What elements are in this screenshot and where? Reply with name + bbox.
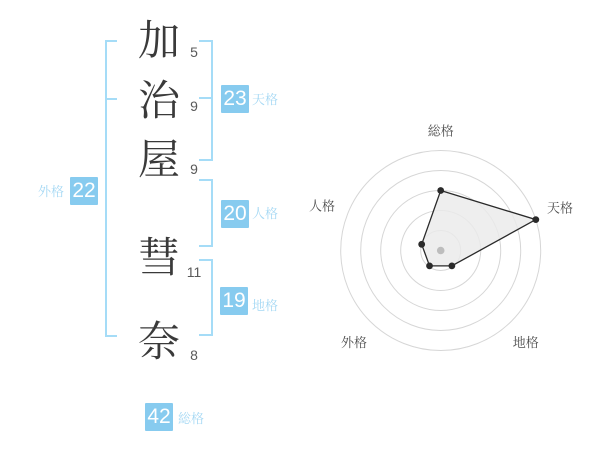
gaikaku-label: 外格 [38, 184, 65, 199]
name-character: 加 [137, 17, 180, 64]
tenkaku-value-box: 23 [221, 85, 249, 113]
gaikaku-bracket [105, 40, 107, 337]
chikaku-bracket-tick [199, 259, 211, 261]
chikaku-bracket [211, 259, 213, 336]
chikaku-label: 地格 [252, 298, 279, 313]
tenkaku-bracket [211, 40, 213, 161]
jinkaku-value-box: 20 [221, 200, 249, 228]
gaikaku-bracket-tick [105, 98, 117, 100]
jinkaku-label: 人格 [252, 206, 279, 221]
soukaku-value-box: 42 [145, 403, 173, 431]
stroke-count: 8 [190, 347, 198, 363]
gaikaku-bracket-tick [105, 335, 117, 337]
radar-data-point [448, 262, 455, 269]
gaikaku-value-box: 22 [70, 177, 98, 205]
radar-data-point [426, 262, 433, 269]
stroke-count: 5 [190, 44, 198, 60]
stroke-count: 11 [186, 264, 202, 280]
radar-chart [300, 110, 580, 390]
gaikaku-bracket-tick [105, 40, 117, 42]
tenkaku-bracket-tick [199, 159, 211, 161]
radar-data-polygon [422, 191, 536, 266]
radar-axis-label: 天格 [546, 200, 574, 216]
radar-axis-label: 外格 [340, 335, 368, 350]
name-character: 治 [137, 77, 180, 124]
jinkaku-bracket-tick [199, 179, 211, 181]
chikaku-bracket-tick [199, 334, 211, 336]
name-character: 彗 [137, 234, 180, 281]
radar-data-point [532, 216, 539, 223]
radar-center-dot [437, 247, 445, 255]
stroke-count: 9 [190, 161, 198, 177]
tenkaku-bracket-tick [199, 40, 211, 42]
radar-data-point [418, 241, 425, 248]
radar-axis-label: 人格 [308, 198, 336, 214]
stroke-count: 9 [190, 98, 198, 114]
jinkaku-bracket-tick [199, 245, 211, 247]
name-character: 奈 [137, 318, 180, 365]
radar-data-point [437, 187, 444, 194]
tenkaku-label: 天格 [252, 92, 279, 107]
soukaku-label: 総格 [178, 411, 205, 426]
chikaku-value-box: 19 [220, 287, 248, 315]
radar-axis-label: 総格 [427, 123, 454, 139]
tenkaku-bracket-tick [199, 97, 211, 99]
name-character: 屋 [137, 136, 180, 183]
radar-axis-label: 地格 [512, 335, 539, 350]
jinkaku-bracket [211, 179, 213, 247]
